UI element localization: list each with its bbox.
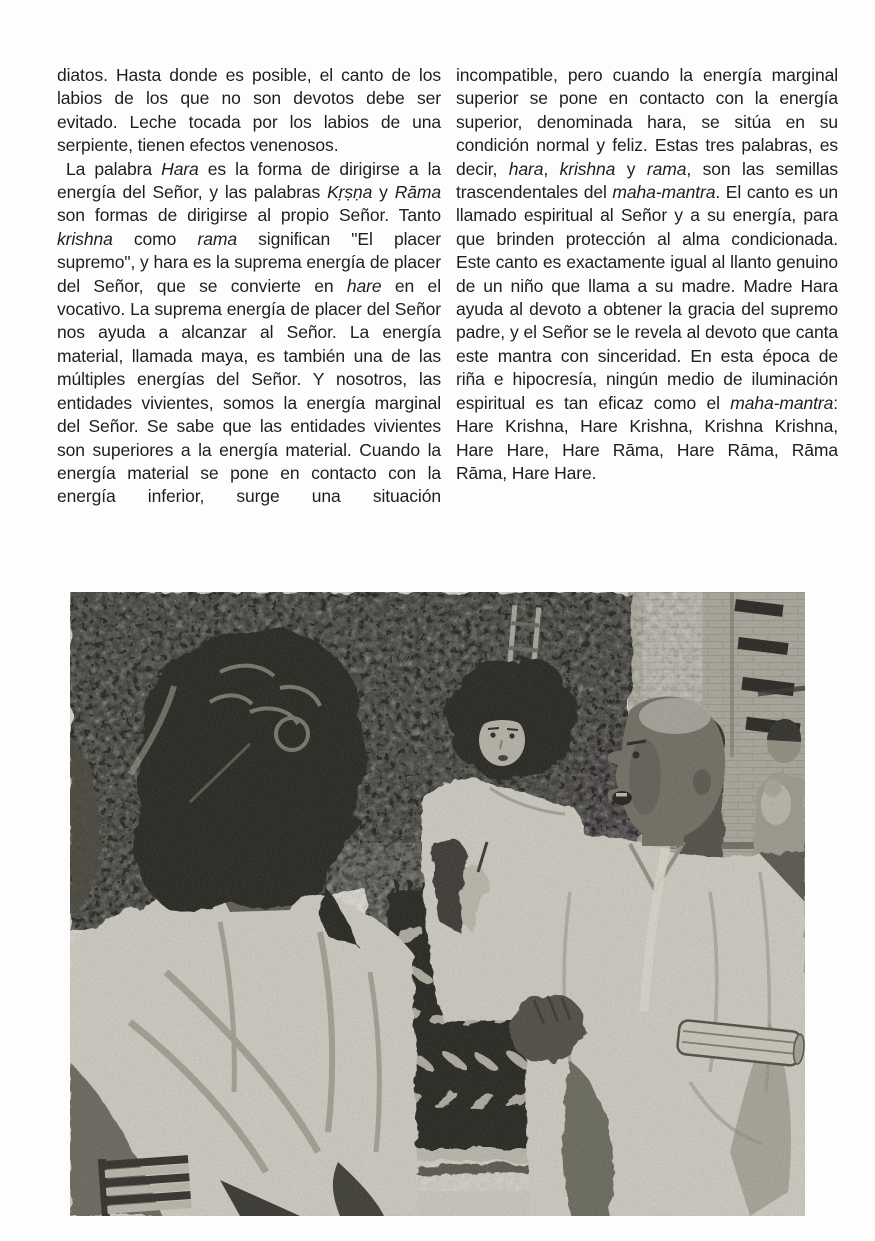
article [57,64,838,509]
photo-illustration [70,592,805,1216]
paragraph: diatos. Hasta donde es posible, el canto de los labios de los que no son devotos debe ser evitado. Leche tocada por los labios de una serpiente, tienen efectos venenosos. [57,65,441,156]
paragraph: La palabra Hara es la forma de dirigirse a la energía del Señor, y las palabras Kṛṣṇa y Rāma son formas de dirigirse al propio Señor. Tanto krishna como rama significan "El placer supremo", y hara es la suprema energía de placer del Señor, que se convierte en hare en el vocativo. La suprema energía de placer del Señor nos ayuda a alcanzar al Señor. La energía material, llamada maya, es también una de las múltiples energías del Señor. Y nosotros, las entidades vivientes, somos la energía marginal del Señor. Se sabe que las entidades vivientes son superiores a la energía material. Cuando la energía material se pone en contacto con la energía inferior, surge una situación [57,158,442,507]
text-column-left [57,64,441,509]
photo [70,592,805,1216]
grain-overlay-light [70,592,805,1216]
text-column-right [456,64,838,509]
paragraph: incompatible, pero cuando la energía marginal superior se pone en contacto con la energía superior, denominada hara, se sitúa en su condición normal y feliz. Estas tres palabras, es decir, hara, krishna y rama, son las semillas trascendentales del maha-mantra. El canto es un llamado espiritual al Señor y a su energía, para que brinden protección al alma condicionada. Este canto es exactamente igual al llanto genuino de un niño que llama a su madre. Madre Hara ayuda al devoto a obtener la gracia del supremo padre, y el Señor se le revela al devoto que canta este mantra con sinceridad. En esta época de riña e hipocresía, ningún medio de iluminación espiritual es tan eficaz como el maha-mantra: Hare Krishna, Hare Krishna, Krishna Krishna, Hare Hare, Hare Rāma, Hare Rāma, Rāma Rāma, Hare Hare. [456,65,838,483]
